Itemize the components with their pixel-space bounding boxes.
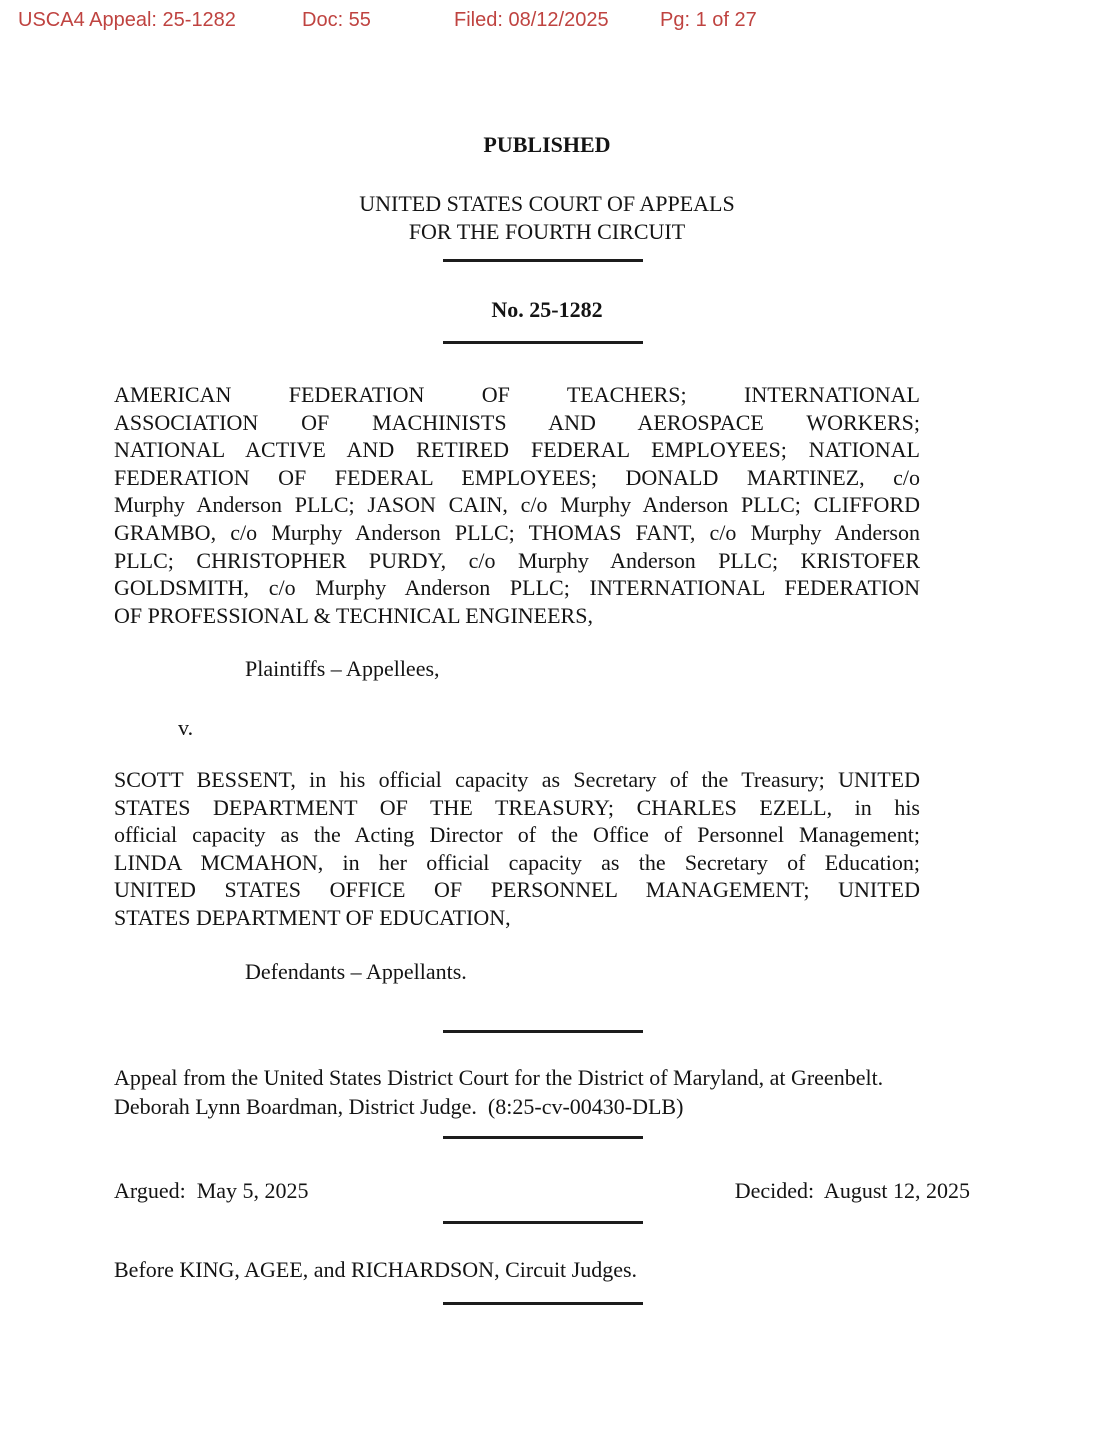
appeal-origin bbox=[114, 1064, 992, 1121]
divider bbox=[443, 1221, 643, 1224]
stamp-page-count: Pg: 1 of 27 bbox=[660, 9, 757, 31]
plaintiffs-role-label: Plaintiffs – Appellees, bbox=[245, 656, 440, 681]
caption-line: PLLC; CHRISTOPHER PURDY, c/o Murphy Anderson PLLC; KRISTOFER bbox=[114, 547, 920, 573]
court-title-line1: UNITED STATES COURT OF APPEALS bbox=[359, 191, 735, 216]
divider bbox=[443, 259, 643, 262]
caption-line: UNITED STATES OFFICE OF PERSONNEL MANAGEMENT; UNITED bbox=[114, 877, 920, 903]
caption-line: OF PROFESSIONAL & TECHNICAL ENGINEERS, bbox=[114, 602, 593, 628]
case-number: No. 25-1282 bbox=[491, 297, 603, 322]
divider bbox=[443, 341, 643, 344]
versus-label: v. bbox=[178, 715, 194, 740]
court-title-line2: FOR THE FOURTH CIRCUIT bbox=[408, 219, 686, 244]
argued-date: Argued: May 5, 2025 bbox=[114, 1178, 309, 1203]
court-title bbox=[0, 190, 1094, 246]
appeal-origin-line2: Deborah Lynn Boardman, District Judge. (8:25-cv-00430-DLB) bbox=[114, 1093, 684, 1119]
caption-line: NATIONAL ACTIVE AND RETIRED FEDERAL EMPLOYEES; NATIONAL bbox=[114, 437, 920, 463]
caption-line: LINDA MCMAHON, in her official capacity as the Secretary of Education; bbox=[114, 849, 920, 875]
case-stamp bbox=[0, 9, 1094, 37]
defendants-caption bbox=[114, 766, 920, 932]
stamp-appeal-number: USCA4 Appeal: 25-1282 bbox=[18, 9, 236, 31]
divider bbox=[443, 1302, 643, 1305]
caption-line: AMERICAN FEDERATION OF TEACHERS; INTERNATIONAL bbox=[114, 382, 920, 407]
stamp-filed-date: Filed: 08/12/2025 bbox=[454, 9, 609, 31]
caption-line: STATES DEPARTMENT OF THE TREASURY; CHARLES EZELL, in his bbox=[114, 794, 920, 820]
divider bbox=[443, 1030, 643, 1033]
stamp-doc-number: Doc: 55 bbox=[302, 9, 371, 31]
caption-line: FEDERATION OF FEDERAL EMPLOYEES; DONALD MARTINEZ, c/o bbox=[114, 464, 920, 490]
caption-line: GRAMBO, c/o Murphy Anderson PLLC; THOMAS FANT, c/o Murphy Anderson bbox=[114, 519, 920, 545]
caption-line: official capacity as the Acting Director of the Office of Personnel Management; bbox=[114, 822, 920, 848]
caption-line: Murphy Anderson PLLC; JASON CAIN, c/o Murphy Anderson PLLC; CLIFFORD bbox=[114, 492, 920, 518]
caption-line: ASSOCIATION OF MACHINISTS AND AEROSPACE WORKERS; bbox=[114, 409, 920, 435]
argued-decided-row bbox=[114, 1178, 970, 1204]
published-label: PUBLISHED bbox=[483, 132, 611, 157]
divider bbox=[443, 1136, 643, 1139]
caption-line: GOLDSMITH, c/o Murphy Anderson PLLC; INTERNATIONAL FEDERATION bbox=[114, 575, 920, 601]
caption-line: SCOTT BESSENT, in his official capacity as Secretary of the Treasury; UNITED bbox=[114, 767, 920, 792]
caption-line: STATES DEPARTMENT OF EDUCATION, bbox=[114, 904, 511, 930]
plaintiffs-caption bbox=[114, 381, 920, 629]
panel-judges: Before KING, AGEE, and RICHARDSON, Circuit Judges. bbox=[114, 1257, 638, 1282]
appeal-origin-line1: Appeal from the United States District Court for the District of Maryland, at Greenbelt. bbox=[114, 1065, 884, 1090]
defendants-role-label: Defendants – Appellants. bbox=[245, 959, 467, 984]
decided-date: Decided: August 12, 2025 bbox=[734, 1178, 970, 1203]
